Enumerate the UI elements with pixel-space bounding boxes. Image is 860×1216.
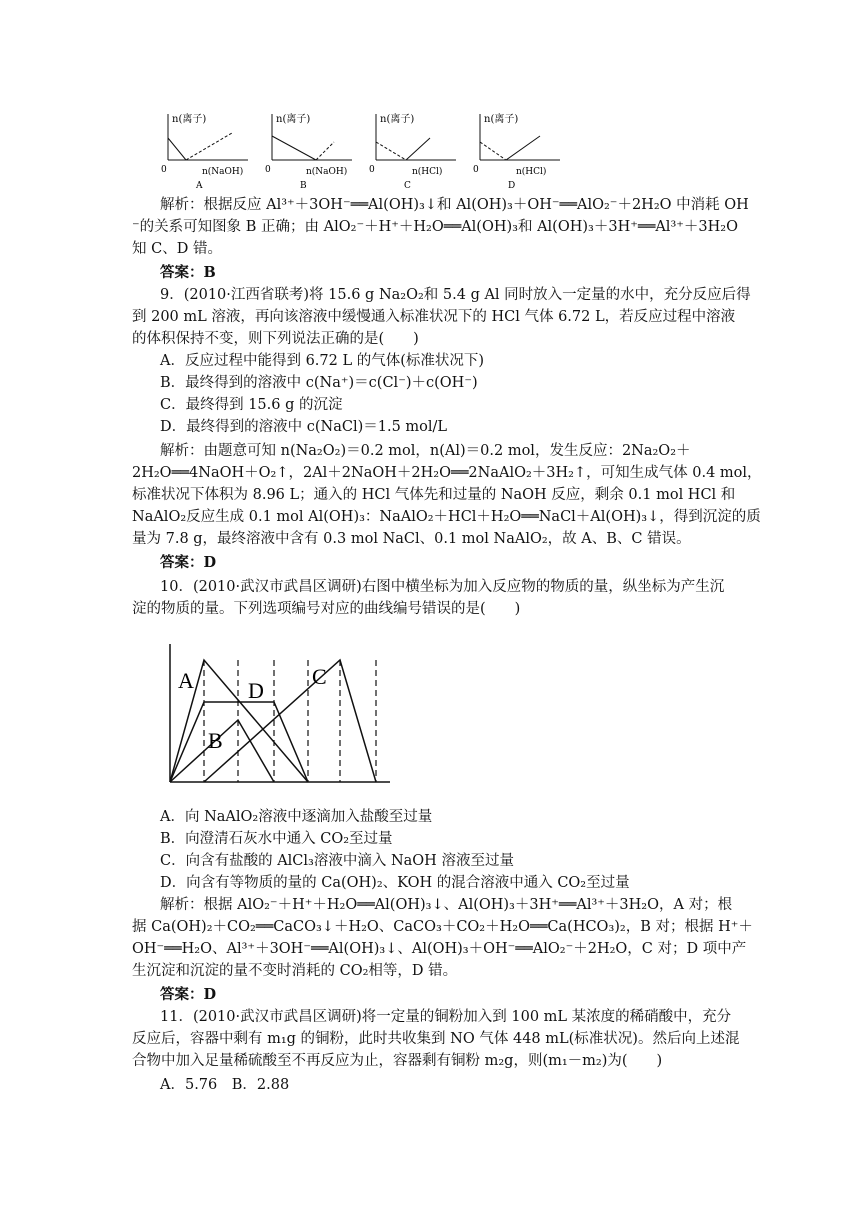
option-line: C．最终得到 15.6 g 的沉淀: [160, 397, 343, 413]
stem-line: 10．(2010·武汉市武昌区调研)右图中横坐标为加入反应物的物质的量，纵坐标为产生沉: [160, 579, 725, 595]
option-line: A．向 NaAlO₂溶液中逐滴加入盐酸至过量: [160, 809, 433, 825]
answer-line: 答案：D: [160, 986, 217, 1003]
q11-stem-cont: [132, 1028, 740, 1072]
stem-line: 到 200 mL 溶液，再向该溶液中缓慢通入标准状况下的 HCl 气体 6.72 L，若反应过程中溶液: [132, 309, 736, 325]
analysis-line: 解析：由题意可知 n(Na₂O₂)＝0.2 mol，n(Al)＝0.2 mol，发生反应：2Na₂O₂＋: [160, 443, 691, 459]
ion-graph-c: [369, 112, 456, 191]
q8-answer: [132, 262, 732, 284]
q10-analysis-cont: [132, 916, 753, 982]
ion-graphs-figure: [158, 108, 568, 192]
option-line: B．最终得到的溶液中 c(Na⁺)＝c(Cl⁻)＋c(OH⁻): [160, 375, 478, 391]
analysis-line: 标准状况下体积为 8.96 L；通入的 HCl 气体先和过量的 NaOH 反应，剩余 0.1 mol HCl 和: [132, 487, 736, 503]
graph-ylabel: n(离子): [172, 114, 207, 125]
q9-answer: [132, 552, 732, 574]
curve-label-b: B: [208, 728, 223, 753]
analysis-line: 知 C、D 错。: [132, 241, 222, 257]
stem-line: 9．(2010·江西省联考)将 15.6 g Na₂O₂和 5.4 g Al 同时放入一定量的水中，充分反应后得: [160, 287, 751, 303]
stem-line: 的体积保持不变，则下列说法正确的是( ): [132, 331, 419, 347]
answer-line: 答案：D: [160, 554, 217, 571]
q10-analysis: [132, 894, 732, 916]
q11-options: [132, 1074, 732, 1096]
graph-origin: 0: [473, 165, 479, 175]
graph-origin: 0: [265, 165, 271, 175]
curve-label-d: D: [248, 678, 264, 703]
graph-xlabel: n(NaOH): [306, 167, 348, 177]
stem-line: 反应后，容器中剩有 m₁g 的铜粉，此时共收集到 NO 气体 448 mL(标准状况)。然后向上述混: [132, 1031, 740, 1047]
analysis-line: 解析：根据反应 Al³⁺＋3OH⁻══Al(OH)₃↓和 Al(OH)₃＋OH⁻══AlO₂⁻＋2H₂O 中消耗 OH: [160, 197, 749, 213]
curve-label-a: A: [178, 668, 194, 693]
graph-origin: 0: [161, 165, 167, 175]
q9-stem: [132, 284, 751, 306]
stem-line: 合物中加入足量稀硫酸至不再反应为止，容器剩有铜粉 m₂g，则(m₁－m₂)为( ): [132, 1053, 663, 1069]
ion-graph-a: [161, 112, 248, 191]
graph-ylabel: n(离子): [380, 114, 415, 125]
q10-options: [132, 806, 732, 894]
graph-letter: D: [508, 181, 516, 191]
ion-graph-b: [265, 112, 352, 191]
analysis-line: ⁻的关系可知图象 B 正确；由 AlO₂⁻＋H⁺＋H₂O══Al(OH)₃和 Al(OH)₃＋3H⁺══Al³⁺＋3H₂O: [132, 219, 738, 235]
graph-xlabel: n(HCl): [412, 167, 443, 177]
q8-analysis-cont: [132, 216, 738, 260]
q11-stem: [132, 1006, 732, 1028]
analysis-line: 量为 7.8 g，最终溶液中含有 0.3 mol NaCl、0.1 mol NaAlO₂，故 A、B、C 错误。: [132, 531, 691, 547]
stem-line: 淀的物质的量。下列选项编号对应的曲线编号错误的是( ): [132, 601, 521, 617]
ion-graph-d: [473, 112, 560, 191]
analysis-line: 生沉淀和沉淀的量不变时消耗的 CO₂相等，D 错。: [132, 963, 458, 979]
option-line: D．向含有等物质的量的 Ca(OH)₂、KOH 的混合溶液中通入 CO₂至过量: [160, 875, 630, 891]
q8-analysis: [132, 194, 749, 216]
q10-stem-cont: [132, 598, 732, 620]
analysis-line: 2H₂O══4NaOH＋O₂↑，2Al＋2NaOH＋2H₂O══2NaAlO₂＋3H₂↑，可知生成气体 0.4 mol，: [132, 465, 762, 481]
q9-stem-cont: [132, 306, 736, 350]
answer-line: 答案：B: [160, 264, 216, 281]
stem-line: 11．(2010·武汉市武昌区调研)将一定量的铜粉加入到 100 mL 某浓度的稀硝酸中，充分: [160, 1009, 732, 1025]
precipitate-curves-figure: [150, 640, 550, 790]
analysis-line: NaAlO₂反应生成 0.1 mol Al(OH)₃：NaAlO₂＋HCl＋H₂O══NaCl＋Al(OH)₃↓，得到沉淀的质: [132, 509, 761, 525]
graph-xlabel: n(HCl): [516, 167, 547, 177]
curve-label-c: C: [312, 664, 327, 689]
graph-letter: B: [300, 181, 307, 191]
graph-xlabel: n(NaOH): [202, 167, 244, 177]
q10-stem: [132, 576, 732, 598]
analysis-line: OH⁻══H₂O、Al³⁺＋3OH⁻══Al(OH)₃↓、Al(OH)₃＋OH⁻══AlO₂⁻＋2H₂O，C 对；D 项中产: [132, 941, 747, 957]
analysis-line: 据 Ca(OH)₂＋CO₂══CaCO₃↓＋H₂O、CaCO₃＋CO₂＋H₂O══Ca(HCO₃)₂，B 对；根据 H⁺＋: [132, 919, 753, 935]
q9-analysis: [132, 440, 732, 462]
q9-analysis-cont: [132, 462, 762, 550]
graph-letter: A: [196, 181, 203, 191]
option-line: B．向澄清石灰水中通入 CO₂至过量: [160, 831, 393, 847]
graph-ylabel: n(离子): [276, 114, 311, 125]
option-line: D．最终得到的溶液中 c(NaCl)＝1.5 mol/L: [160, 419, 448, 435]
option-line: C．向含有盐酸的 AlCl₃溶液中滴入 NaOH 溶液至过量: [160, 853, 514, 869]
option-line: A．反应过程中能得到 6.72 L 的气体(标准状况下): [160, 353, 485, 369]
graph-ylabel: n(离子): [484, 114, 519, 125]
option-line: A．5.76 B．2.88: [160, 1077, 290, 1093]
graph-letter: C: [404, 181, 411, 191]
q10-answer: [132, 984, 732, 1006]
q9-options: [132, 350, 732, 438]
analysis-line: 解析：根据 AlO₂⁻＋H⁺＋H₂O══Al(OH)₃↓、Al(OH)₃＋3H⁺══Al³⁺＋3H₂O，A 对；根: [160, 897, 733, 913]
graph-origin: 0: [369, 165, 375, 175]
